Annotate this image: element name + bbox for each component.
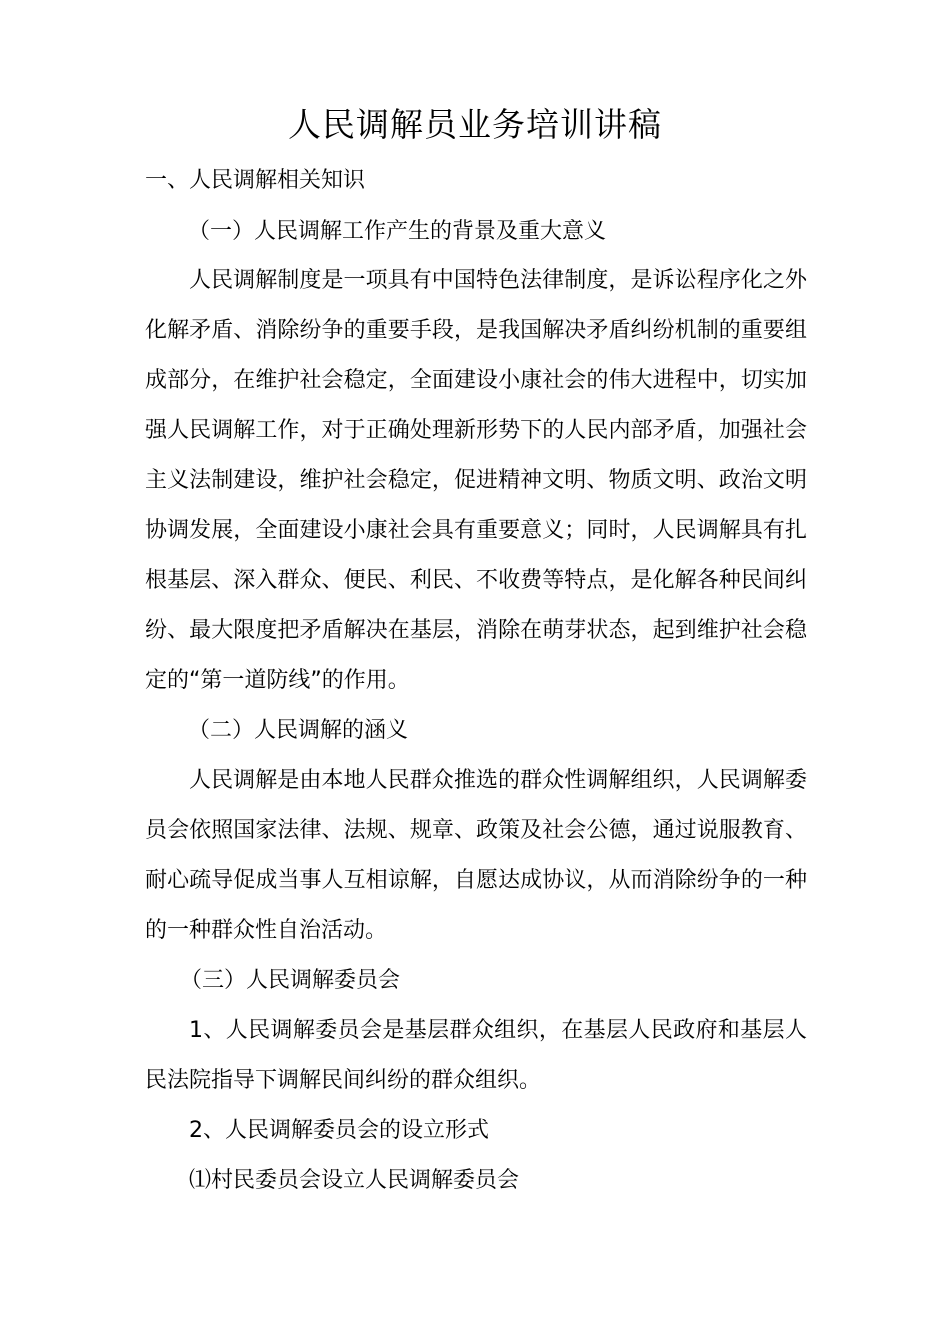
- paragraph-line: 1、人民调解委员会是基层群众组织，在基层人民政府和基层人: [189, 1018, 807, 1043]
- subsection-heading: （三）人民调解委员会: [180, 968, 401, 993]
- document-title: 人民调解员业务培训讲稿: [288, 105, 662, 144]
- paragraph-line: 员会依照国家法律、法规、规章、政策及社会公德，通过说服教育、: [145, 818, 807, 843]
- paragraph-line: 人民调解制度是一项具有中国特色法律制度，是诉讼程序化之外: [189, 268, 807, 293]
- paragraph-line: 主义法制建设，维护社会稳定，促进精神文明、物质文明、政治文明: [145, 468, 807, 493]
- paragraph-line: 人民调解是由本地人民群众推选的群众性调解组织，人民调解委: [189, 768, 807, 793]
- paragraph-line: 强人民调解工作，对于正确处理新形势下的人民内部矛盾，加强社会: [145, 418, 807, 443]
- paragraph-line: 纷、最大限度把矛盾解决在基层，消除在萌芽状态，起到维护社会稳: [145, 618, 807, 643]
- list-subitem: ⑴村民委员会设立人民调解委员会: [189, 1168, 520, 1193]
- paragraph-line: 的一种群众性自治活动。: [145, 918, 388, 943]
- subsection-heading: （一）人民调解工作产生的背景及重大意义: [188, 219, 607, 244]
- paragraph-line: 根基层、深入群众、便民、利民、不收费等特点，是化解各种民间纠: [145, 568, 807, 593]
- subsection-heading: （二）人民调解的涵义: [188, 718, 409, 743]
- paragraph-line: 化解矛盾、消除纷争的重要手段，是我国解决矛盾纠纷机制的重要组: [145, 318, 807, 343]
- paragraph-line: 耐心疏导促成当事人互相谅解，自愿达成协议，从而消除纷争的一种: [145, 868, 807, 893]
- list-item-heading: 2、人民调解委员会的设立形式: [189, 1118, 489, 1143]
- section-heading: 一、人民调解相关知识: [145, 168, 366, 193]
- paragraph-line: 民法院指导下调解民间纠纷的群众组织。: [145, 1068, 542, 1093]
- paragraph-line: 定的“第一道防线”的作用。: [145, 668, 410, 693]
- paragraph-line: 协调发展，全面建设小康社会具有重要意义；同时，人民调解具有扎: [145, 518, 807, 543]
- paragraph-line: 成部分，在维护社会稳定，全面建设小康社会的伟大进程中，切实加: [145, 368, 807, 393]
